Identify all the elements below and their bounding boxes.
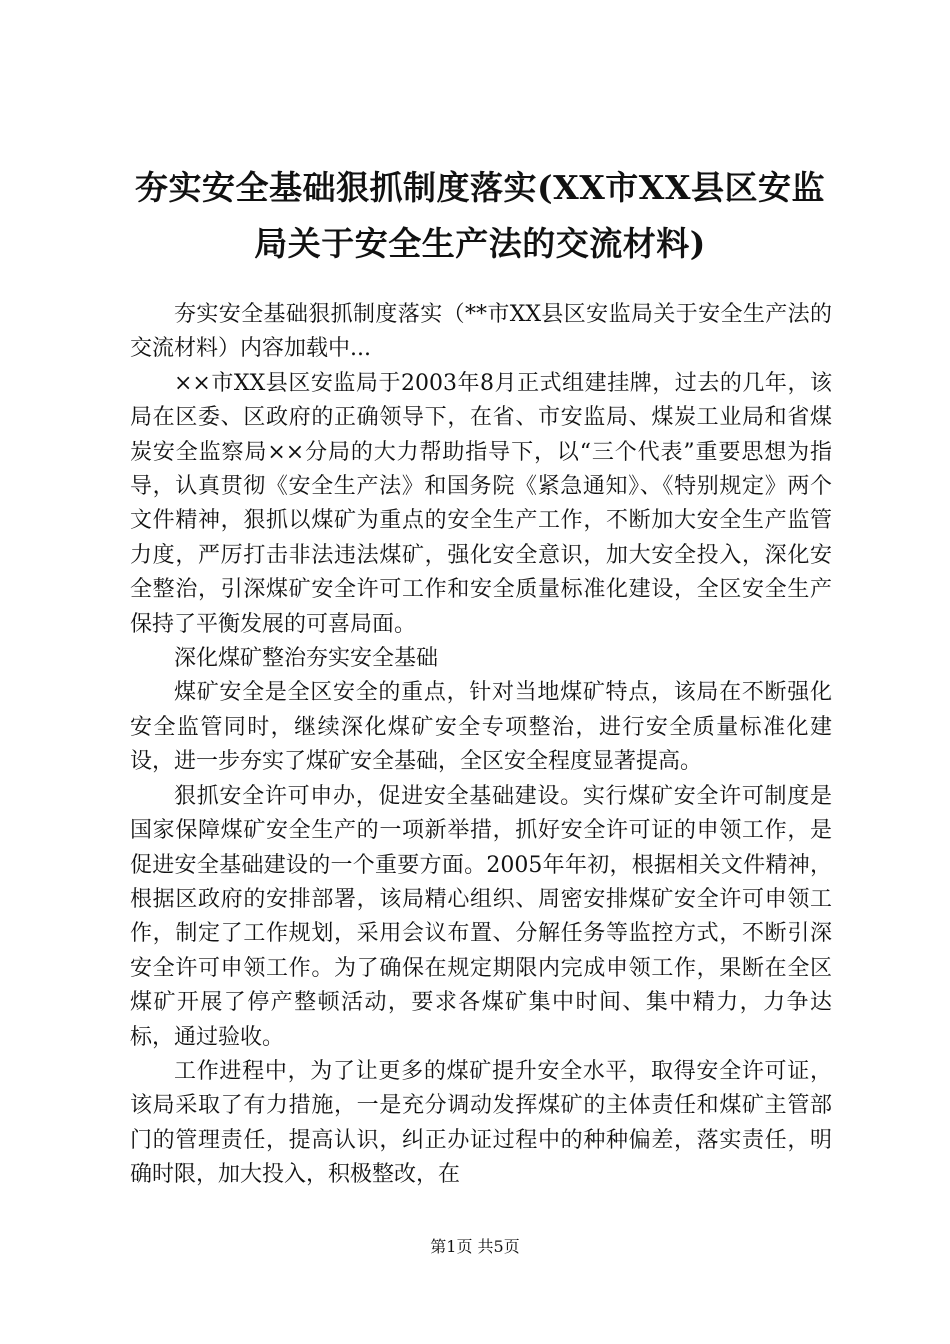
document-body (130, 298, 832, 1193)
paragraph-overview: ××市XX县区安监局于2003年8月正式组建挂牌，过去的几年，该局在区委、区政府的正确领导下，在省、市安监局、煤炭工业局和省煤炭安全监察局××分局的大力帮助指导下，以“三个代表”重要思想为指导，认真贯彻《安全生产法》和国务院《紧急通知》、《特别规定》两个文件精神，狠抓以煤矿为重点的安全生产工作，不断加大安全生产监管力度，严厉打击非法违法煤矿，强化安全意识，加大安全投入，深化安全整治，引深煤矿安全许可工作和安全质量标准化建设，全区安全生产保持了平衡发展的可喜局面。 (130, 370, 832, 637)
paragraph-intro: 夯实安全基础狠抓制度落实（**市XX县区安监局关于安全生产法的交流材料）内容加载中... (130, 302, 832, 362)
document-title: 夯实安全基础狠抓制度落实(XX市XX县区安监局关于安全生产法的交流材料) (134, 168, 826, 263)
paragraph-process: 工作进程中，为了让更多的煤矿提升安全水平，取得安全许可证，该局采取了有力措施，一是充分调动发挥煤矿的主体责任和煤矿主管部门的管理责任，提高认识，纠正办证过程中的种种偏差，落实责任，明确时限，加大投入，积极整改，在 (130, 1058, 832, 1188)
paragraph-license: 狠抓安全许可申办，促进安全基础建设。实行煤矿安全许可制度是国家保障煤矿安全生产的一项新举措，抓好安全许可证的申领工作，是促进安全基础建设的一个重要方面。2005年年初，根据相关文件精神，根据区政府的安排部署，该局精心组织、周密安排煤矿安全许可申领工作，制定了工作规划，采用会议布置、分解任务等监控方式，不断引深安全许可申领工作。为了确保在规定期限内完成申领工作，果断在全区煤矿开展了停产整顿活动，要求各煤矿集中时间、集中精力，力争达标，通过验收。 (130, 783, 832, 1050)
section-heading: 深化煤矿整治夯实安全基础 (174, 646, 439, 672)
page-footer: 第1页 共5页 (430, 1237, 520, 1256)
paragraph-coal-safety: 煤矿安全是全区安全的重点，针对当地煤矿特点，该局在不断强化安全监管同时，继续深化煤矿安全专项整治，进行安全质量标准化建设，进一步夯实了煤矿安全基础，全区安全程度显著提高。 (130, 680, 832, 775)
